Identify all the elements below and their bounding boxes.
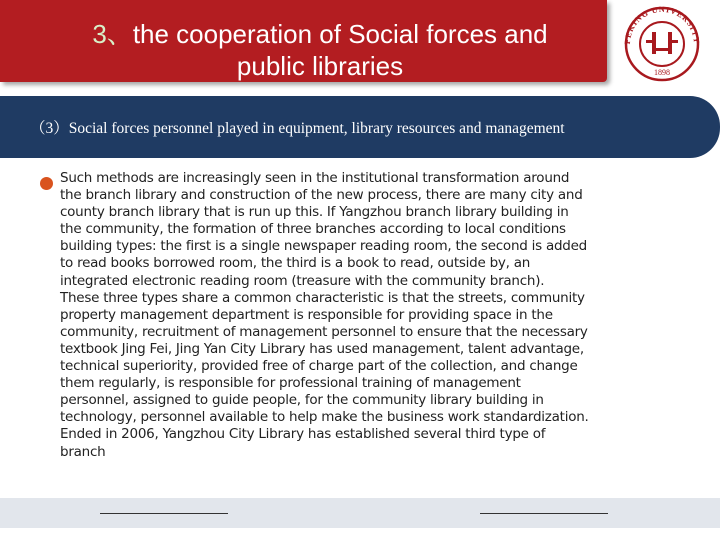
title-line-1: the cooperation of Social forces and	[132, 19, 548, 49]
bullet-dot	[40, 177, 53, 190]
body-line: Such methods are increasingly seen in the institutional transformation around	[60, 170, 570, 186]
body-line: property management department is responsible for providing space in the	[60, 306, 553, 323]
logo-university-name: PEKING UNIVERSITY	[622, 4, 702, 45]
body-line: personnel, assigned to guide people, for the community library building in	[60, 392, 544, 409]
body-line: county branch library that is run up this. If Yangzhou branch library building in	[60, 204, 569, 221]
body-line: the community, the formation of three branches according to local conditions	[60, 221, 566, 238]
slide-title	[40, 18, 600, 82]
body-line: textbook Jing Fei, Jing Yan City Library has used management, talent advantage,	[60, 340, 584, 357]
subtitle-bar	[0, 96, 720, 158]
body-line: These three types share a common characteristic is that the streets, community	[60, 289, 585, 306]
body-line: them regularly, is responsible for professional training of management	[60, 375, 521, 392]
logo-year: 1898	[654, 68, 670, 77]
body-paragraph	[60, 170, 660, 461]
body-line: technology, personnel available to help make the business work standardization.	[60, 409, 589, 426]
body-line: community, recruitment of management personnel to ensure that the necessary	[60, 323, 588, 340]
logo-glyph	[646, 32, 678, 54]
body-line: to read books borrowed room, the third is a book to read, outside by, an	[60, 255, 531, 272]
subtitle-text: （3）Social forces personnel played in equipment, library resources and management	[30, 120, 565, 137]
title-line-2: public libraries	[236, 51, 404, 81]
footer-line-right	[480, 513, 608, 514]
body-line: technical superiority, provided free of charge part of the collection, and change	[60, 358, 578, 375]
body-line: integrated electronic reading room (treasure with the community branch).	[60, 272, 545, 289]
svg-text:PEKING UNIVERSITY	[623, 5, 701, 45]
peking-university-seal-logo	[612, 4, 712, 82]
body-line: branch	[60, 443, 106, 460]
title-number: 3、	[92, 19, 133, 49]
body-line: building types: the first is a single newspaper reading room, the second is added	[60, 238, 587, 255]
body-line: Ended in 2006, Yangzhou City Library has established several third type of	[60, 426, 546, 443]
body-line: the branch library and construction of the new process, there are many city and	[60, 187, 583, 204]
title-banner	[0, 0, 607, 82]
footer-line-left	[100, 513, 228, 514]
